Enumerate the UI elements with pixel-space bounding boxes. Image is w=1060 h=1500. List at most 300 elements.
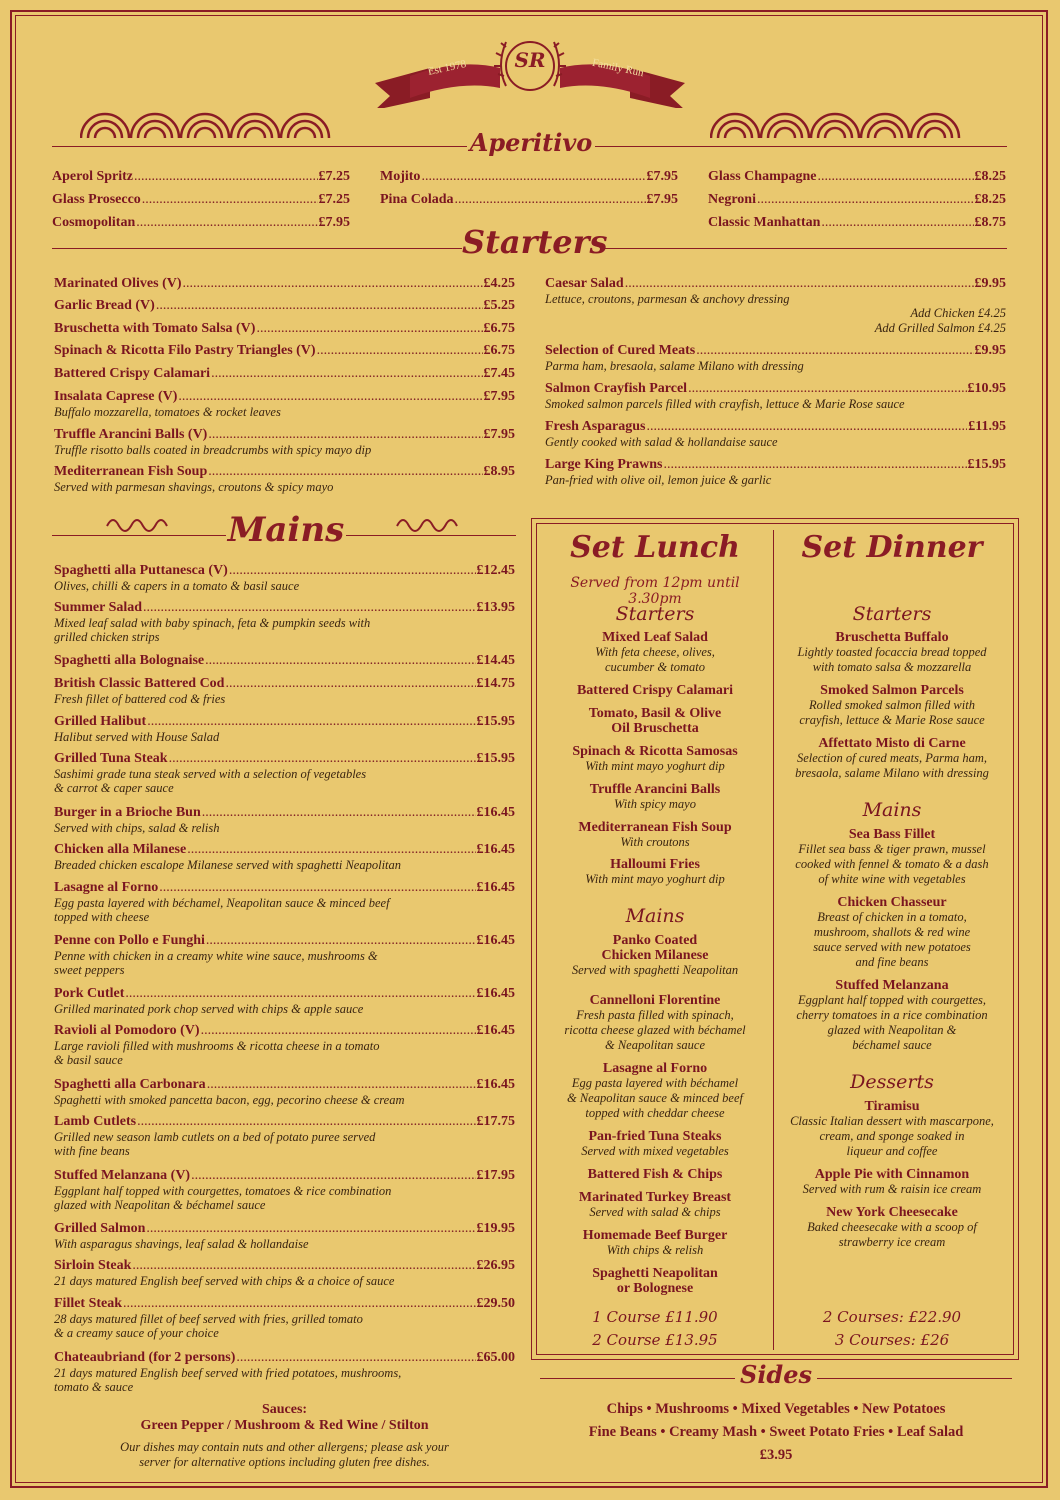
set-lunch-main-description: With chips & relish	[606, 1243, 704, 1257]
set-dinner-price-2: 3 Courses: £26	[834, 1331, 950, 1349]
starter-item	[54, 321, 515, 337]
item-name: Glass Prosecco	[52, 192, 141, 207]
set-dinner-starter-description: with tomato salsa & mozzarella	[812, 660, 972, 674]
item-price: £16.45	[476, 1077, 515, 1092]
item-name: Negroni	[708, 192, 756, 207]
set-lunch-main-name: Cannelloni Florentine	[589, 993, 721, 1008]
dot-leader	[818, 169, 974, 185]
dot-leader	[191, 1168, 475, 1184]
item-description: 21 days matured English beef served with fried potatoes, mushrooms,	[54, 1366, 402, 1380]
main-item	[54, 805, 515, 821]
item-description: & carrot & caper sauce	[54, 781, 174, 795]
item-description: Grilled new season lamb cutlets on a bed of potato puree served	[54, 1130, 376, 1144]
set-lunch-starter-description: With spicy mayo	[614, 797, 696, 811]
main-item	[54, 880, 515, 896]
dot-leader	[821, 215, 973, 231]
main-item	[54, 563, 515, 579]
item-name: British Classic Battered Cod	[54, 676, 225, 691]
set-dinner-dessert-description: strawberry ice cream	[838, 1235, 946, 1249]
starter-item	[54, 366, 515, 382]
item-name: Pina Colada	[380, 192, 454, 207]
set-dinner-main-description: sauce served with new potatoes	[813, 940, 971, 954]
dot-leader	[201, 1023, 476, 1039]
item-price: £7.95	[483, 427, 515, 442]
scroll-ornament-icon	[395, 512, 460, 532]
item-price: £5.25	[483, 298, 515, 313]
item-description: & a creamy sauce of your choice	[54, 1326, 219, 1340]
mains-heading: Mains	[227, 510, 345, 550]
item-description: Penne with chicken in a creamy white wine sauce, mushrooms &	[54, 949, 378, 963]
item-description: Eggplant half topped with courgettes, tomatoes & rice combination	[54, 1184, 392, 1198]
item-price: £7.95	[318, 215, 350, 230]
ribbon-left-text: Est 1978	[426, 58, 468, 78]
dot-leader	[143, 600, 475, 616]
set-lunch-starter-name: Tomato, Basil & Olive	[588, 706, 722, 721]
item-name: Pork Cutlet	[54, 986, 125, 1001]
main-item	[54, 600, 515, 616]
set-lunch-main-name: Homemade Beef Burger	[582, 1228, 728, 1243]
aperitivo-item	[52, 215, 350, 231]
item-price: £17.75	[476, 1114, 515, 1129]
set-dinner-main-description: mushroom, shallots & red wine	[813, 925, 971, 939]
aperitivo-item	[52, 192, 350, 208]
dot-leader	[183, 276, 483, 292]
set-dinner-starter-description: Lightly toasted focaccia bread topped	[797, 645, 987, 659]
item-price: £7.95	[483, 389, 515, 404]
dot-leader	[208, 464, 482, 480]
dot-leader	[187, 842, 475, 858]
item-price: £9.95	[974, 343, 1006, 358]
dot-leader	[156, 298, 483, 314]
item-name: Ravioli al Pomodoro (V)	[54, 1023, 200, 1038]
dot-leader	[206, 933, 476, 949]
set-dinner-main-description: cooked with fennel & tomato & a dash	[795, 857, 989, 871]
ribbon-right-text: Family Run	[591, 56, 645, 80]
item-description: Large ravioli filled with mushrooms & ricotta cheese in a tomato	[54, 1039, 380, 1053]
set-dinner-main-description: Fillet sea bass & tiger prawn, mussel	[798, 842, 986, 856]
scroll-ornament-icon	[105, 512, 170, 532]
item-name: Grilled Halibut	[54, 714, 147, 729]
dot-leader	[169, 751, 476, 767]
item-name: Glass Champagne	[708, 169, 817, 184]
set-dinner-main-description: of white wine with vegetables	[818, 872, 966, 886]
item-name: Spaghetti alla Carbonara	[54, 1077, 206, 1092]
starter-item	[545, 457, 1006, 473]
item-price: £15.95	[967, 457, 1006, 472]
item-description: With asparagus shavings, leaf salad & hollandaise	[54, 1237, 309, 1251]
set-dinner-main-name: Stuffed Melanzana	[835, 978, 949, 993]
item-description: Sashimi grade tuna steak served with a selection of vegetables	[54, 767, 367, 781]
set-lunch-main-description: Served with salad & chips	[589, 1205, 721, 1219]
item-price: £8.25	[974, 169, 1006, 184]
item-name: Spaghetti alla Bolognaise	[54, 653, 205, 668]
starter-item	[54, 389, 515, 405]
aperitivo-item	[708, 215, 1006, 231]
dot-leader	[421, 169, 645, 185]
item-name: Large King Prawns	[545, 457, 663, 472]
set-dinner-dessert-description: liqueur and coffee	[846, 1144, 938, 1158]
set-dinner-starter-description: Rolled smoked salmon filled with	[809, 698, 975, 712]
item-description: Halibut served with House Salad	[54, 730, 220, 744]
aperitivo-item	[708, 169, 1006, 185]
set-lunch-main-name: Panko Coated	[612, 933, 698, 948]
set-dinner-dessert-name: New York Cheesecake	[826, 1205, 958, 1220]
set-dinner-main-name: Chicken Chasseur	[837, 895, 947, 910]
set-lunch-main-name: Spaghetti Neapolitan	[592, 1266, 718, 1281]
item-name: Lamb Cutlets	[54, 1114, 137, 1129]
dot-leader	[147, 714, 475, 730]
aperitivo-heading: Aperitivo	[469, 128, 593, 157]
set-lunch-starter-name: Mediterranean Fish Soup	[578, 820, 732, 835]
set-dinner-main-description: glazed with Neapolitan &	[827, 1023, 957, 1037]
item-description: Grilled marinated pork chop served with chips & apple sauce	[54, 1002, 364, 1016]
set-lunch-main-name: Marinated Turkey Breast	[578, 1190, 732, 1205]
item-name: Mediterranean Fish Soup	[54, 464, 208, 479]
item-name: Classic Manhattan	[708, 215, 821, 230]
item-description: with fine beans	[54, 1144, 130, 1158]
aperitivo-item	[380, 192, 678, 208]
item-name: Penne con Pollo e Funghi	[54, 933, 205, 948]
item-name: Fillet Steak	[54, 1296, 123, 1311]
dot-leader	[125, 986, 475, 1002]
main-item	[54, 1023, 515, 1039]
item-description: Smoked salmon parcels filled with crayfish, lettuce & Marie Rose sauce	[545, 397, 905, 411]
starter-item	[54, 427, 515, 443]
item-name: Fresh Asparagus	[545, 419, 646, 434]
item-price: £19.95	[476, 1221, 515, 1236]
set-dinner-desserts-heading: Desserts	[850, 1071, 934, 1093]
set-lunch-subtitle: Served from 12pm until 3.30pm	[570, 575, 740, 607]
set-lunch-main-description: topped with cheddar cheese	[585, 1106, 725, 1120]
main-item	[54, 986, 515, 1002]
item-price: £29.50	[476, 1296, 515, 1311]
set-dinner-main-description: béchamel sauce	[852, 1038, 932, 1052]
add-salmon-option: Add Grilled Salmon £4.25	[874, 321, 1006, 335]
set-lunch-starters-heading: Starters	[615, 603, 695, 625]
dot-leader	[205, 653, 475, 669]
aperitivo-item	[52, 169, 350, 185]
set-lunch-main-name: Lasagne al Forno	[602, 1061, 708, 1076]
set-dinner-starters-heading: Starters	[852, 603, 932, 625]
set-lunch-main-description: Served with mixed vegetables	[581, 1144, 729, 1158]
set-lunch-main-description: Egg pasta layered with béchamel	[571, 1076, 739, 1090]
set-lunch-starter-description: With feta cheese, olives,	[595, 645, 715, 659]
set-dinner-main-description: Breast of chicken in a tomato,	[817, 910, 967, 924]
set-dinner-heading: Set Dinner	[801, 530, 983, 565]
dot-leader	[225, 676, 475, 692]
set-lunch-starter-description: cucumber & tomato	[605, 660, 705, 674]
set-lunch-main-description: & Neapolitan sauce & minced beef	[566, 1091, 743, 1105]
add-chicken-option: Add Chicken £4.25	[910, 306, 1006, 320]
item-name: Spaghetti alla Puttanesca (V)	[54, 563, 228, 578]
item-name: Stuffed Melanzana (V)	[54, 1168, 191, 1183]
item-price: £7.95	[646, 169, 678, 184]
item-name: Cosmopolitan	[52, 215, 136, 230]
allergen-note: server for alternative options including gluten free dishes.	[139, 1455, 430, 1469]
item-description: 21 days matured English beef served with chips & a choice of sauce	[54, 1274, 395, 1288]
set-lunch-starter-name: Mixed Leaf Salad	[602, 630, 708, 645]
sides-heading: Sides	[739, 1360, 812, 1389]
item-description: Mixed leaf salad with baby spinach, feta & pumpkin seeds with	[54, 616, 371, 630]
item-description: Breaded chicken escalope Milanese served with spaghetti Neapolitan	[54, 858, 402, 872]
dot-leader	[455, 192, 646, 208]
item-name: Bruschetta with Tomato Salsa (V)	[54, 321, 256, 336]
item-price: £6.75	[483, 321, 515, 336]
item-name: Burger in a Brioche Bun	[54, 805, 201, 820]
item-name: Salmon Crayfish Parcel	[545, 381, 688, 396]
starter-item	[545, 419, 1006, 435]
set-menu-divider	[773, 530, 774, 1350]
item-price: £8.95	[483, 464, 515, 479]
main-item	[54, 1114, 515, 1130]
item-description: Pan-fried with olive oil, lemon juice & garlic	[545, 473, 772, 487]
item-description: Buffalo mozzarella, tomatoes & rocket leaves	[54, 405, 281, 419]
item-price: £65.00	[476, 1350, 515, 1365]
item-description: sweet peppers	[54, 963, 125, 977]
item-description: topped with cheese	[54, 910, 150, 924]
item-price: £16.45	[476, 933, 515, 948]
sauces-list: Green Pepper / Mushroom & Red Wine / Stilton	[140, 1418, 429, 1433]
item-price: £15.95	[476, 714, 515, 729]
item-description: tomato & sauce	[54, 1380, 134, 1394]
item-name: Insalata Caprese (V)	[54, 389, 178, 404]
starter-item	[545, 381, 1006, 397]
dot-leader	[625, 276, 974, 292]
arch-ornament-right	[710, 90, 980, 140]
set-dinner-starter-description: bresaola, salame Milano with dressing	[795, 766, 989, 780]
set-lunch-main-name: Pan-fried Tuna Steaks	[588, 1129, 722, 1144]
set-dinner-starter-name: Bruschetta Buffalo	[835, 630, 949, 645]
set-lunch-main-description: & Neapolitan sauce	[605, 1038, 705, 1052]
item-description: Fresh fillet of battered cod & fries	[54, 692, 226, 706]
set-dinner-main-name: Sea Bass Fillet	[848, 827, 936, 842]
dot-leader	[229, 563, 476, 579]
item-price: £15.95	[476, 751, 515, 766]
item-price: £13.95	[476, 600, 515, 615]
item-name: Chateaubriand (for 2 persons)	[54, 1350, 236, 1365]
item-price: £6.75	[483, 343, 515, 358]
item-name: Selection of Cured Meats	[545, 343, 696, 358]
sides-price: £3.95	[759, 1447, 793, 1463]
item-name: Mojito	[380, 169, 421, 184]
set-lunch-main-name: Battered Fish & Chips	[587, 1167, 723, 1182]
item-price: £8.75	[974, 215, 1006, 230]
item-description: 28 days matured fillet of beef served with fries, grilled tomato	[54, 1312, 363, 1326]
item-price: £16.45	[476, 880, 515, 895]
starter-item	[54, 276, 515, 292]
item-price: £16.45	[476, 805, 515, 820]
item-price: £12.45	[476, 563, 515, 578]
item-name: Garlic Bread (V)	[54, 298, 155, 313]
starter-item	[545, 343, 1006, 359]
dot-leader	[688, 381, 966, 397]
dot-leader	[159, 880, 475, 896]
set-lunch-starter-name: Battered Crispy Calamari	[576, 683, 734, 698]
main-item	[54, 653, 515, 669]
set-lunch-starter-description: With croutons	[620, 835, 690, 849]
set-dinner-dessert-description: Classic Italian dessert with mascarpone,	[790, 1114, 994, 1128]
item-name: Truffle Arancini Balls (V)	[54, 427, 208, 442]
set-dinner-dessert-description: Served with rum & raisin ice cream	[802, 1182, 982, 1196]
sides-line-2: Fine Beans • Creamy Mash • Sweet Potato Fries • Leaf Salad	[588, 1424, 964, 1440]
set-dinner-main-description: cherry tomatoes in a rice combination	[796, 1008, 988, 1022]
main-item	[54, 714, 515, 730]
starter-item	[54, 343, 515, 359]
set-dinner-mains-heading: Mains	[862, 799, 922, 821]
divider-line	[817, 1378, 1012, 1379]
item-price: £7.45	[483, 366, 515, 381]
set-lunch-starter-name: Oil Bruschetta	[611, 721, 699, 736]
main-item	[54, 1296, 515, 1312]
set-lunch-main-name: Chicken Milanese	[601, 948, 709, 963]
set-lunch-starter-description: With mint mayo yoghurt dip	[585, 872, 725, 886]
main-item	[54, 1077, 515, 1093]
item-name: Lasagne al Forno	[54, 880, 159, 895]
set-dinner-starter-description: Selection of cured meats, Parma ham,	[796, 751, 988, 765]
set-lunch-main-description: ricotta cheese glazed with béchamel	[564, 1023, 746, 1037]
set-dinner-starter-description: crayfish, lettuce & Marie Rose sauce	[799, 713, 985, 727]
item-price: £14.45	[476, 653, 515, 668]
starter-item	[54, 298, 515, 314]
allergen-note: Our dishes may contain nuts and other allergens; please ask your	[120, 1440, 449, 1454]
item-name: Chicken alla Milanese	[54, 842, 187, 857]
dot-leader	[123, 1296, 475, 1312]
main-item	[54, 1258, 515, 1274]
dot-leader	[317, 343, 483, 359]
item-description: Gently cooked with salad & hollandaise sauce	[545, 435, 778, 449]
main-item	[54, 751, 515, 767]
divider-line	[52, 535, 226, 536]
item-price: £7.25	[318, 192, 350, 207]
main-item	[54, 1350, 515, 1366]
set-lunch-main-name: or Bolognese	[616, 1281, 694, 1296]
monogram-text: SR	[514, 48, 546, 72]
divider-line	[600, 248, 1007, 249]
set-dinner-dessert-name: Apple Pie with Cinnamon	[814, 1167, 970, 1182]
item-description: Egg pasta layered with béchamel, Neapolitan sauce & minced beef	[54, 896, 390, 910]
item-price: £11.95	[968, 419, 1006, 434]
dot-leader	[136, 215, 317, 231]
set-lunch-starter-name: Halloumi Fries	[610, 857, 700, 872]
dot-leader	[256, 321, 482, 337]
item-price: £17.95	[476, 1168, 515, 1183]
dot-leader	[134, 169, 317, 185]
item-name: Caesar Salad	[545, 276, 624, 291]
dot-leader	[663, 457, 966, 473]
set-lunch-mains-heading: Mains	[625, 905, 685, 927]
dot-leader	[142, 192, 318, 208]
item-price: £14.75	[476, 676, 515, 691]
dot-leader	[757, 192, 974, 208]
item-price: £7.25	[318, 169, 350, 184]
set-dinner-dessert-name: Tiramisu	[864, 1099, 920, 1114]
item-price: £4.25	[483, 276, 515, 291]
divider-line	[52, 248, 462, 249]
item-name: Spinach & Ricotta Filo Pastry Triangles (V)	[54, 343, 316, 358]
starters-heading: Starters	[462, 223, 608, 261]
item-description: Served with chips, salad & relish	[54, 821, 220, 835]
set-lunch-price-2: 2 Course £13.95	[592, 1331, 718, 1349]
item-description: grilled chicken strips	[54, 630, 160, 644]
dot-leader	[236, 1350, 475, 1366]
aperitivo-item	[708, 192, 1006, 208]
dot-leader	[132, 1258, 475, 1274]
dot-leader	[178, 389, 482, 405]
item-price: £26.95	[476, 1258, 515, 1273]
arch-ornament-left	[80, 90, 350, 140]
aperitivo-item	[380, 169, 678, 185]
set-dinner-dessert-description: cream, and sponge soaked in	[819, 1129, 965, 1143]
item-price: £16.45	[476, 842, 515, 857]
item-description: Lettuce, croutons, parmesan & anchovy dressing	[545, 292, 790, 306]
main-item	[54, 1221, 515, 1237]
dot-leader	[137, 1114, 475, 1130]
dot-leader	[646, 419, 967, 435]
dot-leader	[211, 366, 482, 382]
item-name: Sirloin Steak	[54, 1258, 132, 1273]
main-item	[54, 1168, 515, 1184]
item-name: Marinated Olives (V)	[54, 276, 182, 291]
main-item	[54, 842, 515, 858]
item-description: Parma ham, bresaola, salame Milano with dressing	[545, 359, 804, 373]
main-item	[54, 933, 515, 949]
item-description: glazed with Neapolitan & béchamel sauce	[54, 1198, 266, 1212]
item-name: Grilled Tuna Steak	[54, 751, 168, 766]
divider-line	[595, 146, 1007, 147]
starter-item	[54, 464, 515, 480]
dot-leader	[207, 1077, 476, 1093]
item-description: Truffle risotto balls coated in breadcrumbs with spicy mayo dip	[54, 443, 372, 457]
main-item	[54, 676, 515, 692]
sauces-title: Sauces:	[261, 1402, 308, 1417]
item-description: Served with parmesan shavings, croutons & spicy mayo	[54, 480, 334, 494]
set-dinner-starter-name: Smoked Salmon Parcels	[820, 683, 964, 698]
set-dinner-starter-name: Affettato Misto di Carne	[818, 736, 966, 751]
set-lunch-main-description: Served with spaghetti Neapolitan	[571, 963, 739, 977]
set-lunch-starter-description: With mint mayo yoghurt dip	[585, 759, 725, 773]
divider-line	[346, 535, 516, 536]
dot-leader	[202, 805, 476, 821]
dot-leader	[146, 1221, 475, 1237]
set-dinner-price-1: 2 Courses: £22.90	[822, 1308, 962, 1326]
dot-leader	[208, 427, 482, 443]
set-lunch-heading: Set Lunch	[570, 530, 740, 565]
item-description: Spaghetti with smoked pancetta bacon, egg, pecorino cheese & cream	[54, 1093, 405, 1107]
item-price: £9.95	[974, 276, 1006, 291]
set-lunch-starter-name: Spinach & Ricotta Samosas	[572, 744, 738, 759]
set-dinner-main-description: Eggplant half topped with courgettes,	[797, 993, 987, 1007]
divider-line	[52, 146, 467, 147]
set-lunch-price-1: 1 Course £11.90	[592, 1308, 718, 1326]
item-name: Summer Salad	[54, 600, 143, 615]
item-description: & basil sauce	[54, 1053, 123, 1067]
dot-leader	[696, 343, 973, 359]
set-lunch-main-description: Fresh pasta filled with spinach,	[576, 1008, 734, 1022]
set-lunch-starter-name: Truffle Arancini Balls	[589, 782, 721, 797]
item-name: Grilled Salmon	[54, 1221, 146, 1236]
item-name: Aperol Spritz	[52, 169, 134, 184]
divider-line	[540, 1378, 735, 1379]
sides-line-1: Chips • Mushrooms • Mixed Vegetables • New Potatoes	[606, 1401, 946, 1417]
set-dinner-dessert-description: Baked cheesecake with a scoop of	[807, 1220, 977, 1234]
item-name: Battered Crispy Calamari	[54, 366, 211, 381]
set-dinner-main-description: and fine beans	[855, 955, 929, 969]
item-price: £10.95	[967, 381, 1006, 396]
item-price: £7.95	[646, 192, 678, 207]
item-description: Olives, chilli & capers in a tomato & basil sauce	[54, 579, 300, 593]
item-price: £16.45	[476, 1023, 515, 1038]
starter-item	[545, 276, 1006, 292]
